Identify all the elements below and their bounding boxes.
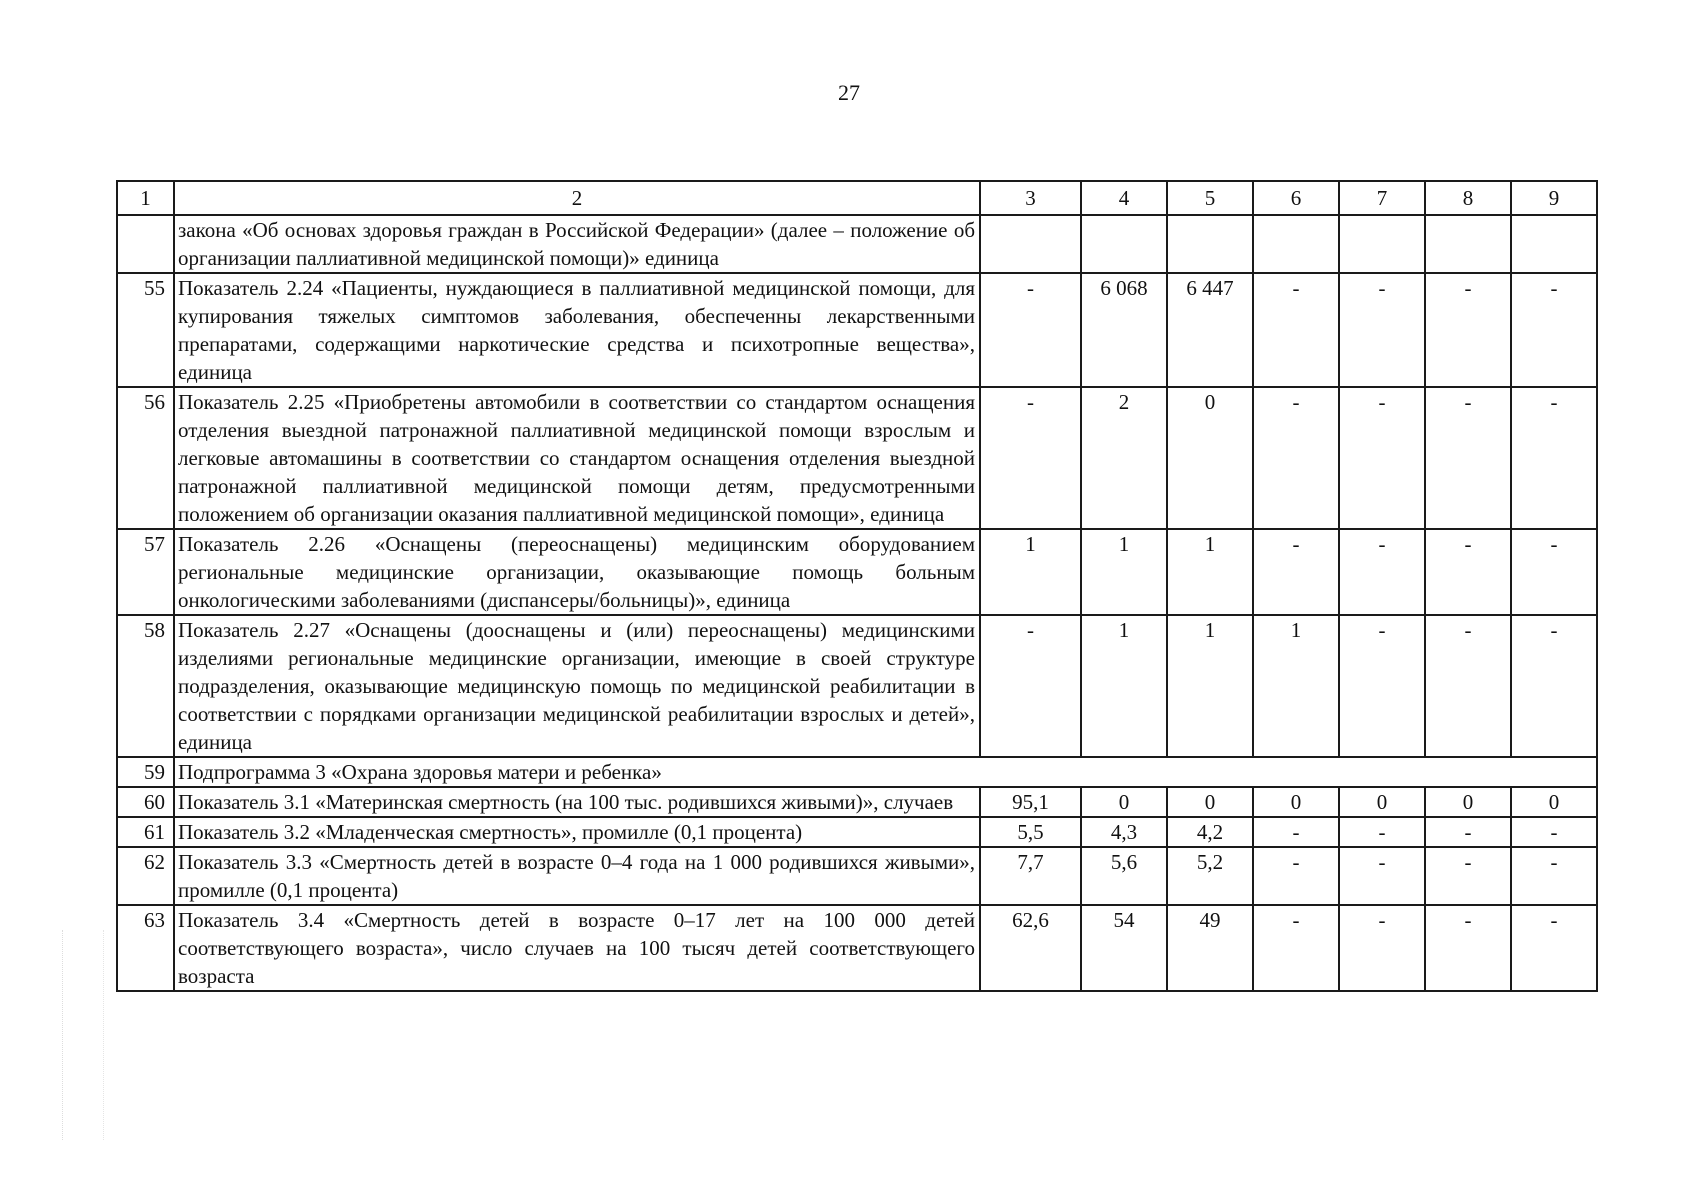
row-number: 59 [117, 757, 174, 787]
value-cell: - [1339, 817, 1425, 847]
row-number: 62 [117, 847, 174, 905]
value-cell: - [980, 615, 1081, 757]
column-header: 3 [980, 181, 1081, 215]
value-cell [1081, 215, 1167, 273]
value-cell: 4,3 [1081, 817, 1167, 847]
value-cell: - [1511, 905, 1597, 991]
value-cell: 0 [1081, 787, 1167, 817]
value-cell: 0 [1167, 787, 1253, 817]
row-number: 63 [117, 905, 174, 991]
value-cell: 54 [1081, 905, 1167, 991]
value-cell: 1 [1253, 615, 1339, 757]
value-cell: 1 [1167, 615, 1253, 757]
value-cell: 7,7 [980, 847, 1081, 905]
table-row [117, 387, 1597, 529]
value-cell: 0 [1425, 787, 1511, 817]
table-row [117, 905, 1597, 991]
value-cell: 49 [1167, 905, 1253, 991]
indicator-text: Показатель 2.27 «Оснащены (дооснащены и (или) переоснащены) медицинскими изделиями региональные медицинские организации, имеющие в своей структуре подразделения, оказывающие медицинскую помощь по медицинской реабилитации в соответствии с порядками организации медицинской реабилитации взрослых и детей», единица [174, 615, 980, 757]
value-cell: - [1425, 847, 1511, 905]
value-cell: - [1425, 817, 1511, 847]
value-cell: 0 [1339, 787, 1425, 817]
value-cell [1253, 215, 1339, 273]
row-number [117, 215, 174, 273]
value-cell: 6 447 [1167, 273, 1253, 387]
value-cell: - [1339, 529, 1425, 615]
row-number: 56 [117, 387, 174, 529]
table-row [117, 215, 1597, 273]
value-cell: - [1253, 817, 1339, 847]
value-cell: - [1425, 387, 1511, 529]
column-number-row [117, 181, 1597, 215]
value-cell [1167, 215, 1253, 273]
column-header: 5 [1167, 181, 1253, 215]
value-cell: - [1511, 817, 1597, 847]
table-row [117, 615, 1597, 757]
value-cell: - [1253, 847, 1339, 905]
value-cell: - [1511, 273, 1597, 387]
indicators-table [116, 180, 1598, 992]
value-cell: - [1511, 847, 1597, 905]
value-cell: - [1339, 273, 1425, 387]
value-cell: 6 068 [1081, 273, 1167, 387]
value-cell: 0 [1167, 387, 1253, 529]
table-row [117, 529, 1597, 615]
value-cell: 1 [980, 529, 1081, 615]
subprogram-title: Подпрограмма 3 «Охрана здоровья матери и ребенка» [174, 757, 1597, 787]
value-cell [1339, 215, 1425, 273]
value-cell [980, 215, 1081, 273]
table-row [117, 273, 1597, 387]
column-header: 9 [1511, 181, 1597, 215]
indicator-text: Показатель 2.25 «Приобретены автомобили в соответствии со стандартом оснащения отделения выездной патронажной паллиативной медицинской помощи взрослым и легковые автомашины в соответствии со стандартом оснащения отделения выездной патронажной паллиативной медицинской помощи детям, предусмотренными положением об организации оказания паллиативной медицинской помощи», единица [174, 387, 980, 529]
row-number: 58 [117, 615, 174, 757]
indicator-text: Показатель 3.3 «Смертность детей в возрасте 0–4 года на 1 000 родившихся живыми», промилле (0,1 процента) [174, 847, 980, 905]
value-cell: - [980, 273, 1081, 387]
value-cell: - [1339, 387, 1425, 529]
value-cell: - [1253, 387, 1339, 529]
value-cell: 5,6 [1081, 847, 1167, 905]
value-cell: 1 [1081, 529, 1167, 615]
page-number: 27 [838, 80, 860, 105]
value-cell: - [1253, 905, 1339, 991]
value-cell: - [980, 387, 1081, 529]
indicator-text: Показатель 3.2 «Младенческая смертность», промилле (0,1 процента) [174, 817, 980, 847]
indicator-text: Показатель 3.1 «Материнская смертность (на 100 тыс. родившихся живыми)», случаев [174, 787, 980, 817]
value-cell: - [1253, 273, 1339, 387]
table-row [117, 757, 1597, 787]
row-number: 55 [117, 273, 174, 387]
column-header: 4 [1081, 181, 1167, 215]
column-header: 2 [174, 181, 980, 215]
value-cell: 0 [1253, 787, 1339, 817]
value-cell: - [1425, 273, 1511, 387]
value-cell [1425, 215, 1511, 273]
value-cell: 1 [1081, 615, 1167, 757]
table-row [117, 787, 1597, 817]
column-header: 8 [1425, 181, 1511, 215]
value-cell: 95,1 [980, 787, 1081, 817]
table-row [117, 847, 1597, 905]
value-cell: - [1511, 387, 1597, 529]
indicator-text: Показатель 2.26 «Оснащены (переоснащены) медицинским оборудованием региональные медицинские организации, оказывающие помощь больным онкологическими заболеваниями (диспансеры/больницы)», единица [174, 529, 980, 615]
column-header: 6 [1253, 181, 1339, 215]
value-cell: 2 [1081, 387, 1167, 529]
value-cell: 1 [1167, 529, 1253, 615]
value-cell: 5,5 [980, 817, 1081, 847]
row-number: 57 [117, 529, 174, 615]
value-cell: 4,2 [1167, 817, 1253, 847]
value-cell: 62,6 [980, 905, 1081, 991]
value-cell: - [1425, 905, 1511, 991]
column-header: 7 [1339, 181, 1425, 215]
value-cell: - [1511, 615, 1597, 757]
value-cell [1511, 215, 1597, 273]
indicator-text: Показатель 3.4 «Смертность детей в возрасте 0–17 лет на 100 000 детей соответствующего возраста», число случаев на 100 тысяч детей соответствующего возраста [174, 905, 980, 991]
value-cell: - [1339, 615, 1425, 757]
value-cell: 0 [1511, 787, 1597, 817]
value-cell: 5,2 [1167, 847, 1253, 905]
value-cell: - [1425, 529, 1511, 615]
indicator-text: закона «Об основах здоровья граждан в Российской Федерации» (далее – положение об организации паллиативной медицинской помощи)» единица [174, 215, 980, 273]
table-row [117, 817, 1597, 847]
value-cell: - [1339, 847, 1425, 905]
row-number: 61 [117, 817, 174, 847]
value-cell: - [1425, 615, 1511, 757]
value-cell: - [1339, 905, 1425, 991]
row-number: 60 [117, 787, 174, 817]
column-header: 1 [117, 181, 174, 215]
scan-artifact [62, 930, 104, 1140]
value-cell: - [1253, 529, 1339, 615]
value-cell: - [1511, 529, 1597, 615]
indicator-text: Показатель 2.24 «Пациенты, нуждающиеся в паллиативной медицинской помощи, для купирования тяжелых симптомов заболевания, обеспеченны лекарственными препаратами, содержащими наркотические средства и психотропные вещества», единица [174, 273, 980, 387]
